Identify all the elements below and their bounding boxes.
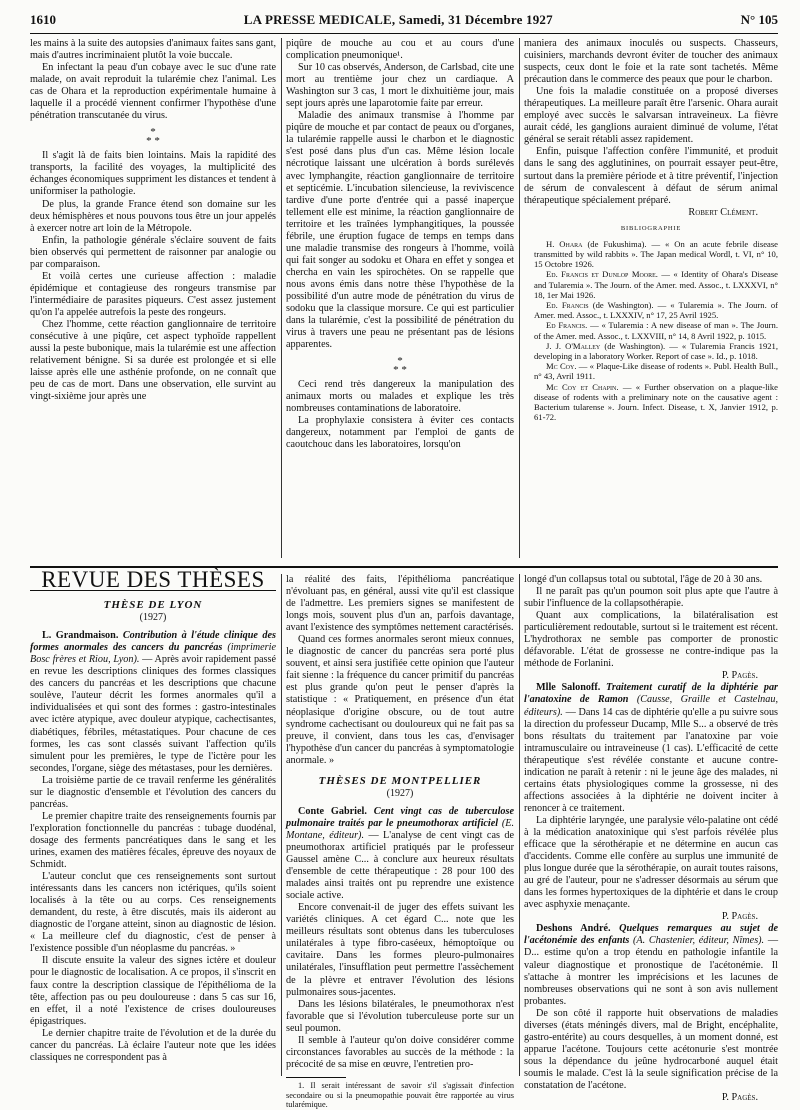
paragraph: Quant aux complications, la bilatéralisation est particulièrement redoutable, surtout si le traitement est récent. L'hydrothorax ne semble pas comporter de pronostic défavorable. L'état de grossesse ne contre-indique pas la méthode de Forlanini.	[524, 610, 778, 670]
column-divider	[519, 38, 520, 558]
page-header	[30, 12, 778, 32]
thesis-review: Mlle Salonoff. Traitement curatif de la diphtérie par l'anatoxine de Ramon (Causse, Graille et Castelnau, éditeurs). — Dans 14 cas de diphtérie qu'elle a pu suivre sous la direction du professeur Ducamp, Mlle S... a observé de très bons résultats du traitement par l'anatoxine par voie intramusculaire ou intraveineuse (1 cas). L'efficacité de cette thérapeutique s'est révélée constante et aucune contre-indication ne paraît à retenir : ni le jeune âge des malades, ni certains états physiologiques comme la grossesse, ni des affections associées à la diphtérie ne doivent inciter à renoncer à ce traitement.	[524, 682, 779, 814]
bibliography-entry: Mc Coy. — « Plaque-Like disease of rodents ». Publ. Health Bull., n° 43, Avril 1911.	[534, 361, 778, 382]
paragraph: piqûre de mouche au cou et au cours d'une complication pneumonique¹.	[286, 38, 514, 62]
paragraph: Quand ces formes anormales seront mieux connues, le diagnostic de cancer du pancréas sera porté plus souvent, et ainsi sera justifiée cette opinion que l'auteur fait sienne : la fréquence du cancer primitif du pancréas est plus grande qu'on peut le penser d'après la statistique : « Pratiquement, en présence d'un état néoplasique d'origine obscure, ou de tout autre syndrome cachectisant ou douloureux qui ne fait pas sa preuve, il convient, dans tous les cas, d'envisager l'hypothèse d'un cancer du pancréas à symptomatologie anormale. »	[286, 634, 514, 766]
paragraph: Sur 10 cas observés, Anderson, de Carlsbad, cite une mort au trentième jour chez un cardiaque. A Washington sur 3 cas, 1 mort le dixhuitième jour, mais sept jours après une laparotomie faite par erreur.	[286, 62, 514, 110]
paragraph: De plus, la grande France étend son domaine sur les deux hémisphères et nous pouvons tous être un jour appelés à exercer notre art loin de la Métropole.	[30, 198, 276, 234]
footnote: 1. Il serait intéressant de savoir s'il s'agissait d'infection secondaire ou si la pneumopathie pouvait être rapportée au virus tularémique.	[286, 1080, 514, 1110]
section-ornament: * * *	[393, 355, 407, 377]
revue-column-3	[524, 574, 779, 1104]
paragraph: L'auteur conclut que ces renseignements sont surtout intéressants dans les cancers non ictériques, qu'ils soient localisés à la tête ou au corps. Ces renseignements demandent, du reste, à être discutés, mais ils aideront au diagnostic de l'organe atteint, sinon au diagnostic de lésion. « La meilleure clef du diagnostic, c'est de penser à l'existence possible d'un néoplasme du pancréas. »	[30, 871, 276, 955]
bibliography-entry: J. J. O'Malley (de Washington). — « Tularemia Francis 1921, developing in a laboratory Worker. Report of case ». Id., p. 1018.	[534, 340, 778, 361]
author-signature: Robert Clément.	[688, 206, 758, 218]
journal-title: LA PRESSE MEDICALE	[243, 12, 392, 27]
bibliography-heading: BIBLIOGRAPHIE	[620, 224, 682, 232]
paragraph: Il ne paraît pas qu'un poumon soit plus apte que l'autre à subir l'influence de la collapsothérapie.	[524, 586, 778, 610]
page-number: 1610	[30, 12, 56, 27]
paragraph: En infectant la peau d'un cobaye avec le suc d'une rate malade, on avait reproduit la tularémie chez l'animal. Les cas de Ohara et la reproduction expérimentale humaine à laquelle il a procédé viennent confirmer l'hypothèse d'une pénétration transcutanée du virus.	[30, 62, 276, 122]
top-column-1	[30, 38, 276, 560]
paragraph: les mains à la suite des autopsies d'animaux faites sans gant, mais d'autres incriminaient plutôt la voie buccale.	[30, 38, 276, 62]
reviewer-signature: P. Pagès.	[721, 670, 758, 682]
section-heading-montpellier: THÈSES DE MONTPELLIER	[318, 774, 482, 787]
paragraph: Maladie des animaux transmise à l'homme par piqûre de mouche et par contact de peaux ou d'organes, la tularémie rappelle aussi le charbon et le diagnostic s'est posé dans plus d'un cas. Même lésion locale nécrotique laissant une ulcération à bords surélevés avec lymphangite, réaction ganglionnaire de territoire et septicémie. L'incubation silencieuse, la reviviscence tardive d'une porte d'entrée qui a passé inaperçue tellement elle est minime, la réaction ganglionnaire de territoire et les traînées lymphangitiques, la poussée fébrile, une éruption fugace de temps en temps dans une maladie transmise des rongeurs à l'homme, voilà qui fait songer au sodoku et Ohara en effet y songea et chercha en vain les spirochètes. On se rappelle que nous avons émis dans notre thèse l'hypothèse de la possibilité d'un autre mode de pénétration du virus de sodoku que la classique morsure. Ce qui est particulier dans la tularémie, c'est la possibilité de pénétration du virus à travers une peau ne présentant pas de lésions apparentes.	[286, 110, 514, 351]
paragraph: la réalité des faits, l'épithélioma pancréatique n'évoluant pas, en général, aussi vite qu'il est classique de l'admettre. Les premiers signes se manifestent de longs mois, souvent plus d'un an, parfois davantage, avant l'existence des symptômes nettement caractérisés.	[286, 574, 514, 634]
paragraph: Une fois la maladie constituée on a proposé diverses thérapeutiques. La meilleure paraît être l'arsenic. Ohara aurait employé avec succès le salvarsan intraveineux. La fièvre aurait cédé, les ganglions auraient diminué de volume, l'état général se serait rétabli assez rapidement.	[524, 86, 778, 146]
journal-header: LA PRESSE MEDICALE, Samedi, 31 Décembre 1927	[243, 12, 553, 27]
section-ornament: * * *	[146, 126, 160, 148]
paragraph: Ceci rend très dangereux la manipulation des animaux morts ou malades et explique les très nombreuses contaminations de laboratoire.	[286, 379, 514, 415]
thesis-review: Deshons André. Quelques remarques au sujet de l'acétonémie des enfants (A. Chastenier, éditeur, Nîmes). — D... estime qu'on a trop étendu en pathologie infantile la valeur diagnostique et pronostique de l'acétonémie. Il s'attache à montrer les imprécisions et les lacunes de nombreuses observations qui ne sont à son avis nullement probantes.	[524, 923, 779, 1007]
issue-date: Samedi, 31 Décembre 1927	[398, 12, 553, 27]
paragraph: Il semble à l'auteur qu'on doive considérer comme circonstances favorables au succès de la méthode : la précocité de sa mise en œuvre, l'entretien pro-	[286, 1034, 514, 1070]
column-divider	[519, 574, 520, 1076]
paragraph: La diphtérie laryngée, une paralysie vélo-palatine ont cédé à la médication anatoxinique qui s'est parfois révélée plus efficace que la sérothérapie et ne détermine en aucun cas d'accidents. Comme elle confère au surplus une immunité de plus longue durée que la sérothérapie, on aurait toutes raisons, au gré de l'auteur, pour ne s'adresser désormais au sérum que dans les formes hypertoxiques de la diphtérie et dans le croup avec asphyxie menaçante.	[524, 814, 778, 911]
paragraph: Et voilà certes une curieuse affection : maladie épidémique et contagieuse des rongeurs transmise par l'intermédiaire de parasites piqueurs. C'est assez justement qu'on l'a appelée autrefois la peste des rongeurs.	[30, 270, 276, 318]
paragraph: Il s'agit là de faits bien lointains. Mais la rapidité des transports, la facilité des voyages, la multiplicité des échanges économiques suppriment les distances et tendent à uniformiser la pathologie.	[30, 150, 276, 198]
issue-number: N° 105	[740, 12, 778, 27]
section-heading-lyon: THÈSE DE LYON	[103, 599, 203, 612]
section-year: (1927)	[139, 612, 167, 624]
paragraph: Chez l'homme, cette réaction ganglionnaire de territoire consécutive à une piqûre, cet aspect typhoïde rappellent aussi la peste bubonique, mais la tularémie est une affection relativement bénigne. Si sa durée est prolongée et si elle laisse après elle une asthénie profonde, on ne connaît que peu de cas de mort. Dans une observation, elle survint au vingt-sixième jour après une	[30, 318, 276, 403]
revue-column-1	[30, 567, 277, 1076]
header-rule	[30, 33, 778, 34]
paragraph: Le dernier chapitre traite de l'évolution et de la durée du cancer du pancréas. Là éclaire l'auteur note que les idées classiques ne correspondent pas à	[30, 1027, 276, 1063]
paragraph: Dans les lésions bilatérales, le pneumothorax n'est favorable que si l'évolution tuberculeuse porte sur un seul poumon.	[286, 998, 514, 1034]
paragraph: La prophylaxie consistera à éviter ces contacts dangereux, notamment par l'emploi de gants de caoutchouc dans les laboratoires, lorsqu'on	[286, 415, 514, 451]
paragraph: Enfin, puisque l'affection confère l'immunité, et produit dans le sang des agglutinines, on pourrait essayer peut-être, surtout dans la première période et à titre préventif, l'injection de sérum de convalescent à défaut de sérum animal thérapeutique spécialement préparé.	[524, 146, 778, 206]
paragraph: De son côté il rapporte huit observations de maladies diverses (états méningés divers, mal de Bright, encéphalite, gastro-entérite) au cours desquelles, à un moment donné, est apparue l'acétone. Toujours cette acétonurie s'est montrée sous la dépendance du jeûne hydrocarboné auquel était soumis le malade. C'est là la seule signification précise de la constatation de l'acétone.	[524, 1007, 778, 1091]
revue-column-2	[286, 574, 515, 1110]
revue-title: REVUE DES THÈSES	[30, 574, 276, 591]
section-year: (1927)	[386, 787, 414, 799]
paragraph: longé d'un collapsus total ou subtotal, l'âge de 20 à 30 ans.	[524, 574, 763, 585]
bibliography-list	[524, 239, 778, 423]
paragraph: Encore convenait-il de juger des effets suivant les variétés cliniques. A cet égard C... note que les meilleurs résultats sont obtenus dans les tuberculoses unilatérales à type fibro-caséeux, hémoptoïque ou cavitaire. Dans les formes pleuro-pulmonaires unilatérales, l'insufflation peut permettre l'assèchement de la plèvre et entraver l'évolution des lésions pulmonaires sous-jacentes.	[286, 902, 514, 998]
paragraph: Enfin, la pathologie générale s'éclaire souvent de faits bien observés qui permettent de raisonner par analogie ou par comparaison.	[30, 234, 276, 270]
bibliography-entry: H. Ohara (de Fukushima). — « On an acute febrile disease transmitted by wild rabbits ». The Japan medical Wordl, t. VI, n° 10, 15 Octobre 1926.	[534, 238, 778, 270]
bibliography-entry: Ed Francis. — « Tularemia : A new disease of man ». The Journ. of the Amer. med. Assoc., t. LXXVIII, n° 14, 8 Avril 1922, p. 1015.	[534, 320, 778, 341]
paragraph: maniera des animaux inoculés ou suspects. Chasseurs, cuisiniers, marchands devront éviter de toucher des animaux suspects, ceux dont le foie et la rate sont tachetés. Même précaution dans le commerce des peaux que pour le charbon.	[524, 38, 778, 86]
column-divider	[281, 38, 282, 558]
top-column-3	[524, 38, 778, 560]
thesis-review: Conte Gabriel. Cent vingt cas de tuberculose pulmonaire traités par le pneumothorax artificiel (E. Montane, éditeur). — L'analyse de cent vingt cas de pneumothorax artificiel pratiqués par le professeur Gaussel amène C... à conclure aux heureux résultats d'ensemble de cette thérapeutique : 28 pour 100 des malades ainsi traités ont pu reprendre une existence sociale active.	[286, 805, 515, 902]
paragraph: Le premier chapitre traite des renseignements fournis par l'exploration fonctionnelle du pancréas : tubage duodénal, dosage des ferments pancréatiques dans le sang et les urines, examen des matières fécales, épreuve des noyaux de Schmidt.	[30, 810, 276, 871]
bibliography-entry: Mc Coy et Chapin. — « Further observation on a plaque-like disease of rodents with a preliminary note on the causative agent : Bacterium tularense ». Journ. Infect. Disease, t. X, Janvier 1912, p. 61-72.	[534, 381, 778, 423]
column-divider	[281, 574, 282, 1076]
bibliography-entry: Ed. Francis et Dunlop Moore. — « Identity of Ohara's Disease and Tularemia ». The Journ. of the Amer. med. Assoc., t. LXXXVI, n° 18, 1er Mai 1926.	[534, 269, 778, 300]
paragraph: Il discute ensuite la valeur des signes ictère et douleur pour le diagnostic de localisation. A ce propos, il s'inscrit en faux contre la description classique de l'épithélioma de la tête, affection pas ou peu douloureuse : dans 5 cas sur 16, en effet, il a noté l'existence de crises douloureuses épigastriques.	[30, 955, 276, 1027]
bibliography-entry: Ed. Francis (de Washington). — « Tularemia ». The Journ. of Amer. med. Assoc., t. LXXXIV, n° 17, 25 Avril 1925.	[534, 299, 779, 321]
paragraph: La troisième partie de ce travail renferme les généralités sur le diagnostic d'ensemble et l'évolution des cancers du pancréas.	[30, 774, 276, 810]
reviewer-signature: P. Pagès.	[721, 1092, 758, 1104]
top-column-2	[286, 38, 514, 560]
footnote-rule	[286, 1077, 346, 1078]
thesis-review: L. Grandmaison. Contribution à l'étude clinique des formes anormales des cancers du pancréas (imprimerie Bosc frères et Riou, Lyon). — Après avoir rapidement passé en revue les descriptions cliniques des formes classiques des cancers du pancréas et les descriptions que chacune soulève, l'auteur décrit les formes anormales qu'il a individualisées et qui sont des formes : gastro-intestinales avec ictère atypique, avec douleur atypique, cachectisantes, diabétiques, fébriles, métastatiques. Pour chacune de ces formes, les cas sont classés suivant l'affection qu'ils simulent pour les premières, le type de l'ictère pour les secondes, l'organe, siège des métastases, pour les dernières.	[30, 630, 277, 774]
reviewer-signature: P. Pagès.	[721, 911, 758, 923]
